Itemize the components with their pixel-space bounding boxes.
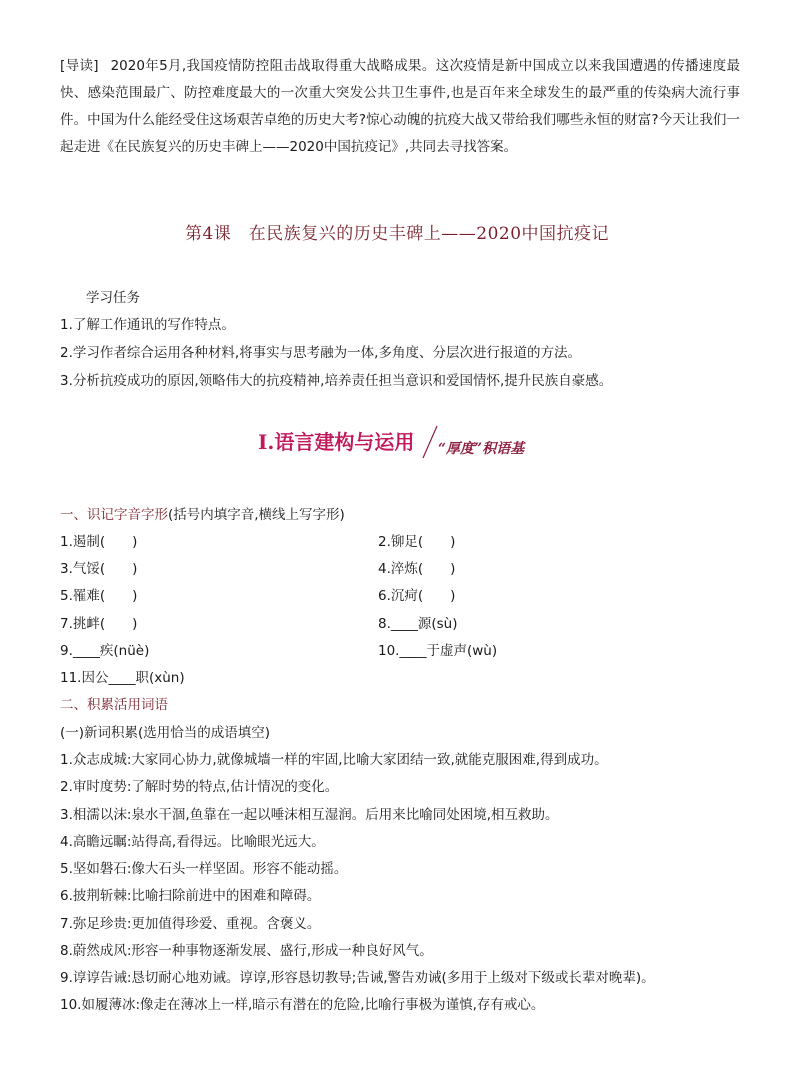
task-item: 2.学习作者综合运用各种材料,将事实与思考融为一体,多角度、分层次进行报道的方法。 [60, 345, 581, 361]
idiom-item: 10.如履薄冰:像走在薄冰上一样,暗示有潜在的危险,比喻行事极为谨慎,存有戒心。 [60, 997, 545, 1013]
idiom-item: 2.审时度势:了解时势的特点,估计情况的变化。 [60, 779, 339, 795]
idiom-item: 9.谆谆告诫:恳切耐心地劝诫。谆谆,形容恳切教导;告诫,警告劝诫(多用于上级对下级或长辈对晚辈)。 [60, 970, 655, 986]
task-item: 3.分析抗疫成功的原因,领略伟大的抗疫精神,培养责任担当意识和爱国情怀,提升民族自豪感。 [60, 373, 613, 389]
exercise-item: 6.沉疴( ) [378, 588, 456, 604]
idiom-item: 8.蔚然成风:形容一种事物逐渐发展、盛行,形成一种良好风气。 [60, 943, 433, 959]
section2-title: 二、积累活用词语 [60, 697, 168, 713]
idiom-item: 3.相濡以沫:泉水干涸,鱼靠在一起以唾沫相互湿润。后用来比喻同处困境,相互救助。 [60, 807, 559, 823]
lesson-title: 第4课 在民族复兴的历史丰碑上——2020中国抗疫记 [184, 224, 610, 244]
tasks-heading: 学习任务 [86, 290, 140, 306]
exercise-item: 9.____疾(nüè) [60, 643, 150, 659]
section-banner [258, 424, 558, 464]
idiom-item: 4.高瞻远瞩:站得高,看得远。比喻眼光远大。 [60, 834, 325, 850]
exercise-item: 8.____源(sù) [378, 616, 458, 632]
exercise-item: 3.气馁( ) [60, 561, 138, 577]
exercise-item: 5.罹难( ) [60, 588, 138, 604]
exercise-item: 1.遏制( ) [60, 534, 138, 550]
intro-text: 2020年5月,我国疫情防控阻击战取得重大战略成果。这次疫情是新中国成立以来我国遭遇的传播速度最快、感染范围最广、防控难度最大的一次重大突发公共卫生事件,也是百年来全球发生的最严重的传染病大流行事件。中国为什么能经受住这场艰苦卓绝的历史大考?惊心动魄的抗疫大战又带给我们哪些永恒的财富?今天让我们一起走进《在民族复兴的历史丰碑上——2020中国抗疫记》,共同去寻找答案。 [60, 58, 740, 155]
idiom-item: 1.众志成城:大家同心协力,就像城墙一样的牢固,比喻大家团结一致,就能克服困难,得到成功。 [60, 752, 608, 768]
banner-subtitle: “厚度”积语基 [438, 441, 525, 457]
exercise-item: 10.____于虚声(wù) [378, 643, 498, 659]
exercise-item: 7.挑衅( ) [60, 616, 138, 632]
section1-note: (括号内填字音,横线上写字形) [168, 507, 345, 523]
intro-tag: [导读] [60, 58, 99, 74]
section1-title: 一、识记字音字形 [60, 507, 168, 523]
exercise-item: 4.淬炼( ) [378, 561, 456, 577]
idiom-item: 5.坚如磐石:像大石头一样坚固。形容不能动摇。 [60, 861, 348, 877]
idiom-item: 6.披荆斩棘:比喻扫除前进中的困难和障碍。 [60, 888, 321, 904]
exercise-item: 11.因公____职(xùn) [60, 670, 185, 686]
idiom-item: 7.弥足珍贵:更加值得珍爱、重视。含褒义。 [60, 916, 321, 932]
task-item: 1.了解工作通讯的写作特点。 [60, 317, 235, 333]
banner-slash-divider [420, 424, 440, 460]
intro-paragraph [60, 53, 740, 161]
section1-heading [60, 503, 345, 523]
section2-subheading: (一)新词积累(选用恰当的成语填空) [60, 725, 271, 741]
banner-title: Ⅰ.语言建构与运用 [258, 430, 415, 454]
exercise-item: 2.铆足( ) [378, 534, 456, 550]
